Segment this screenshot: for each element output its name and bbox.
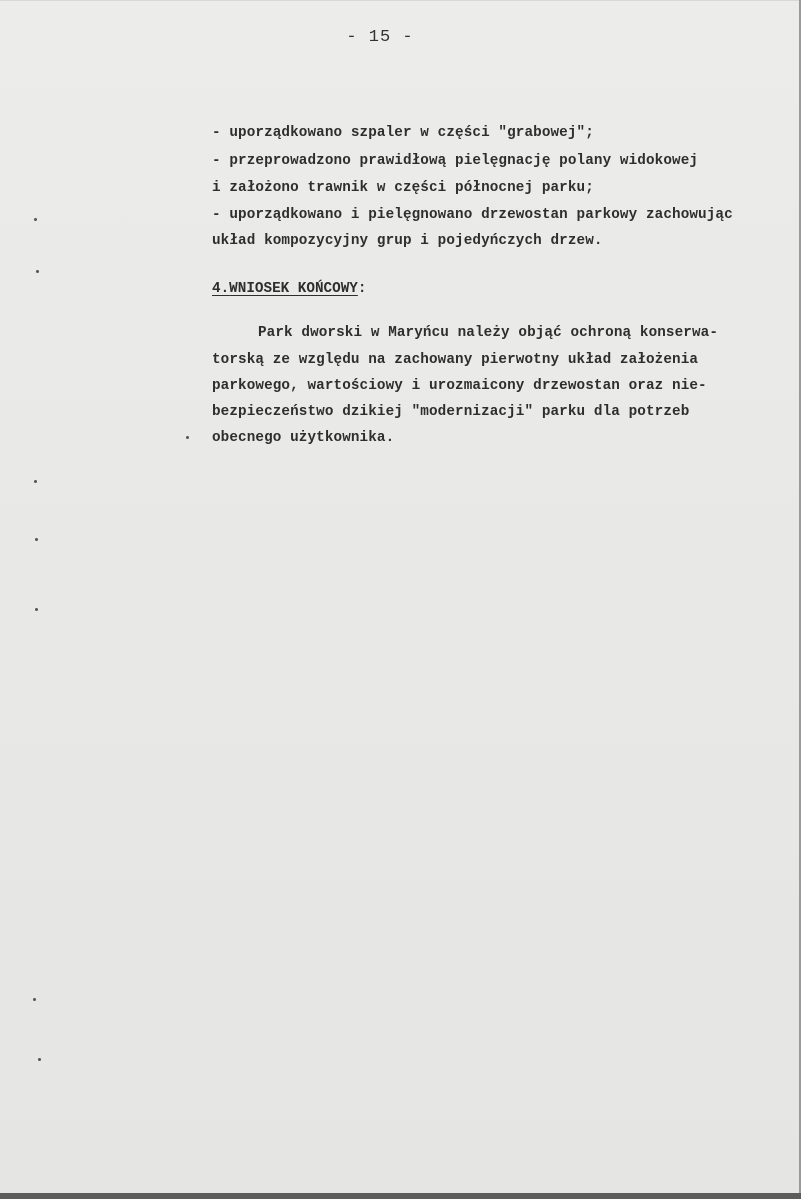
- heading-number: 4.: [212, 281, 230, 297]
- margin-speck: [34, 480, 37, 483]
- margin-speck: [35, 608, 38, 611]
- page-number: - 15 -: [346, 28, 414, 47]
- bullet-line: układ kompozycyjny grup i pojedyńczych drzew.: [212, 233, 603, 249]
- section-heading: [212, 281, 366, 297]
- bullet-line: i założono trawnik w części północnej parku;: [212, 180, 594, 196]
- conclusion-line: Park dworski w Maryńcu należy objąć ochroną konserwa-: [258, 325, 719, 341]
- margin-speck: [35, 538, 38, 541]
- heading-colon: :: [357, 281, 367, 297]
- bullet-line: - przeprowadzono prawidłową pielęgnację polany widokowej: [212, 153, 699, 169]
- page-top-edge: [0, 0, 801, 1]
- conclusion-line: bezpieczeństwo dzikiej "modernizacji" parku dla potrzeb: [212, 404, 690, 420]
- heading-title: WNIOSEK KOŃCOWY: [229, 281, 358, 297]
- margin-speck: [186, 436, 189, 439]
- margin-speck: [36, 270, 39, 273]
- margin-speck: [34, 218, 37, 221]
- margin-speck: [33, 998, 36, 1001]
- bullet-line: - uporządkowano i pielęgnowano drzewostan parkowy zachowując: [212, 207, 733, 223]
- margin-speck: [38, 1058, 41, 1061]
- bullet-line: - uporządkowano szpaler w części "grabowej";: [212, 125, 594, 141]
- conclusion-line: parkowego, wartościowy i urozmaicony drzewostan oraz nie-: [212, 378, 707, 394]
- conclusion-line: torską ze względu na zachowany pierwotny układ założenia: [212, 352, 699, 368]
- page-bottom-edge: [0, 1193, 801, 1199]
- conclusion-line: obecnego użytkownika.: [212, 430, 395, 446]
